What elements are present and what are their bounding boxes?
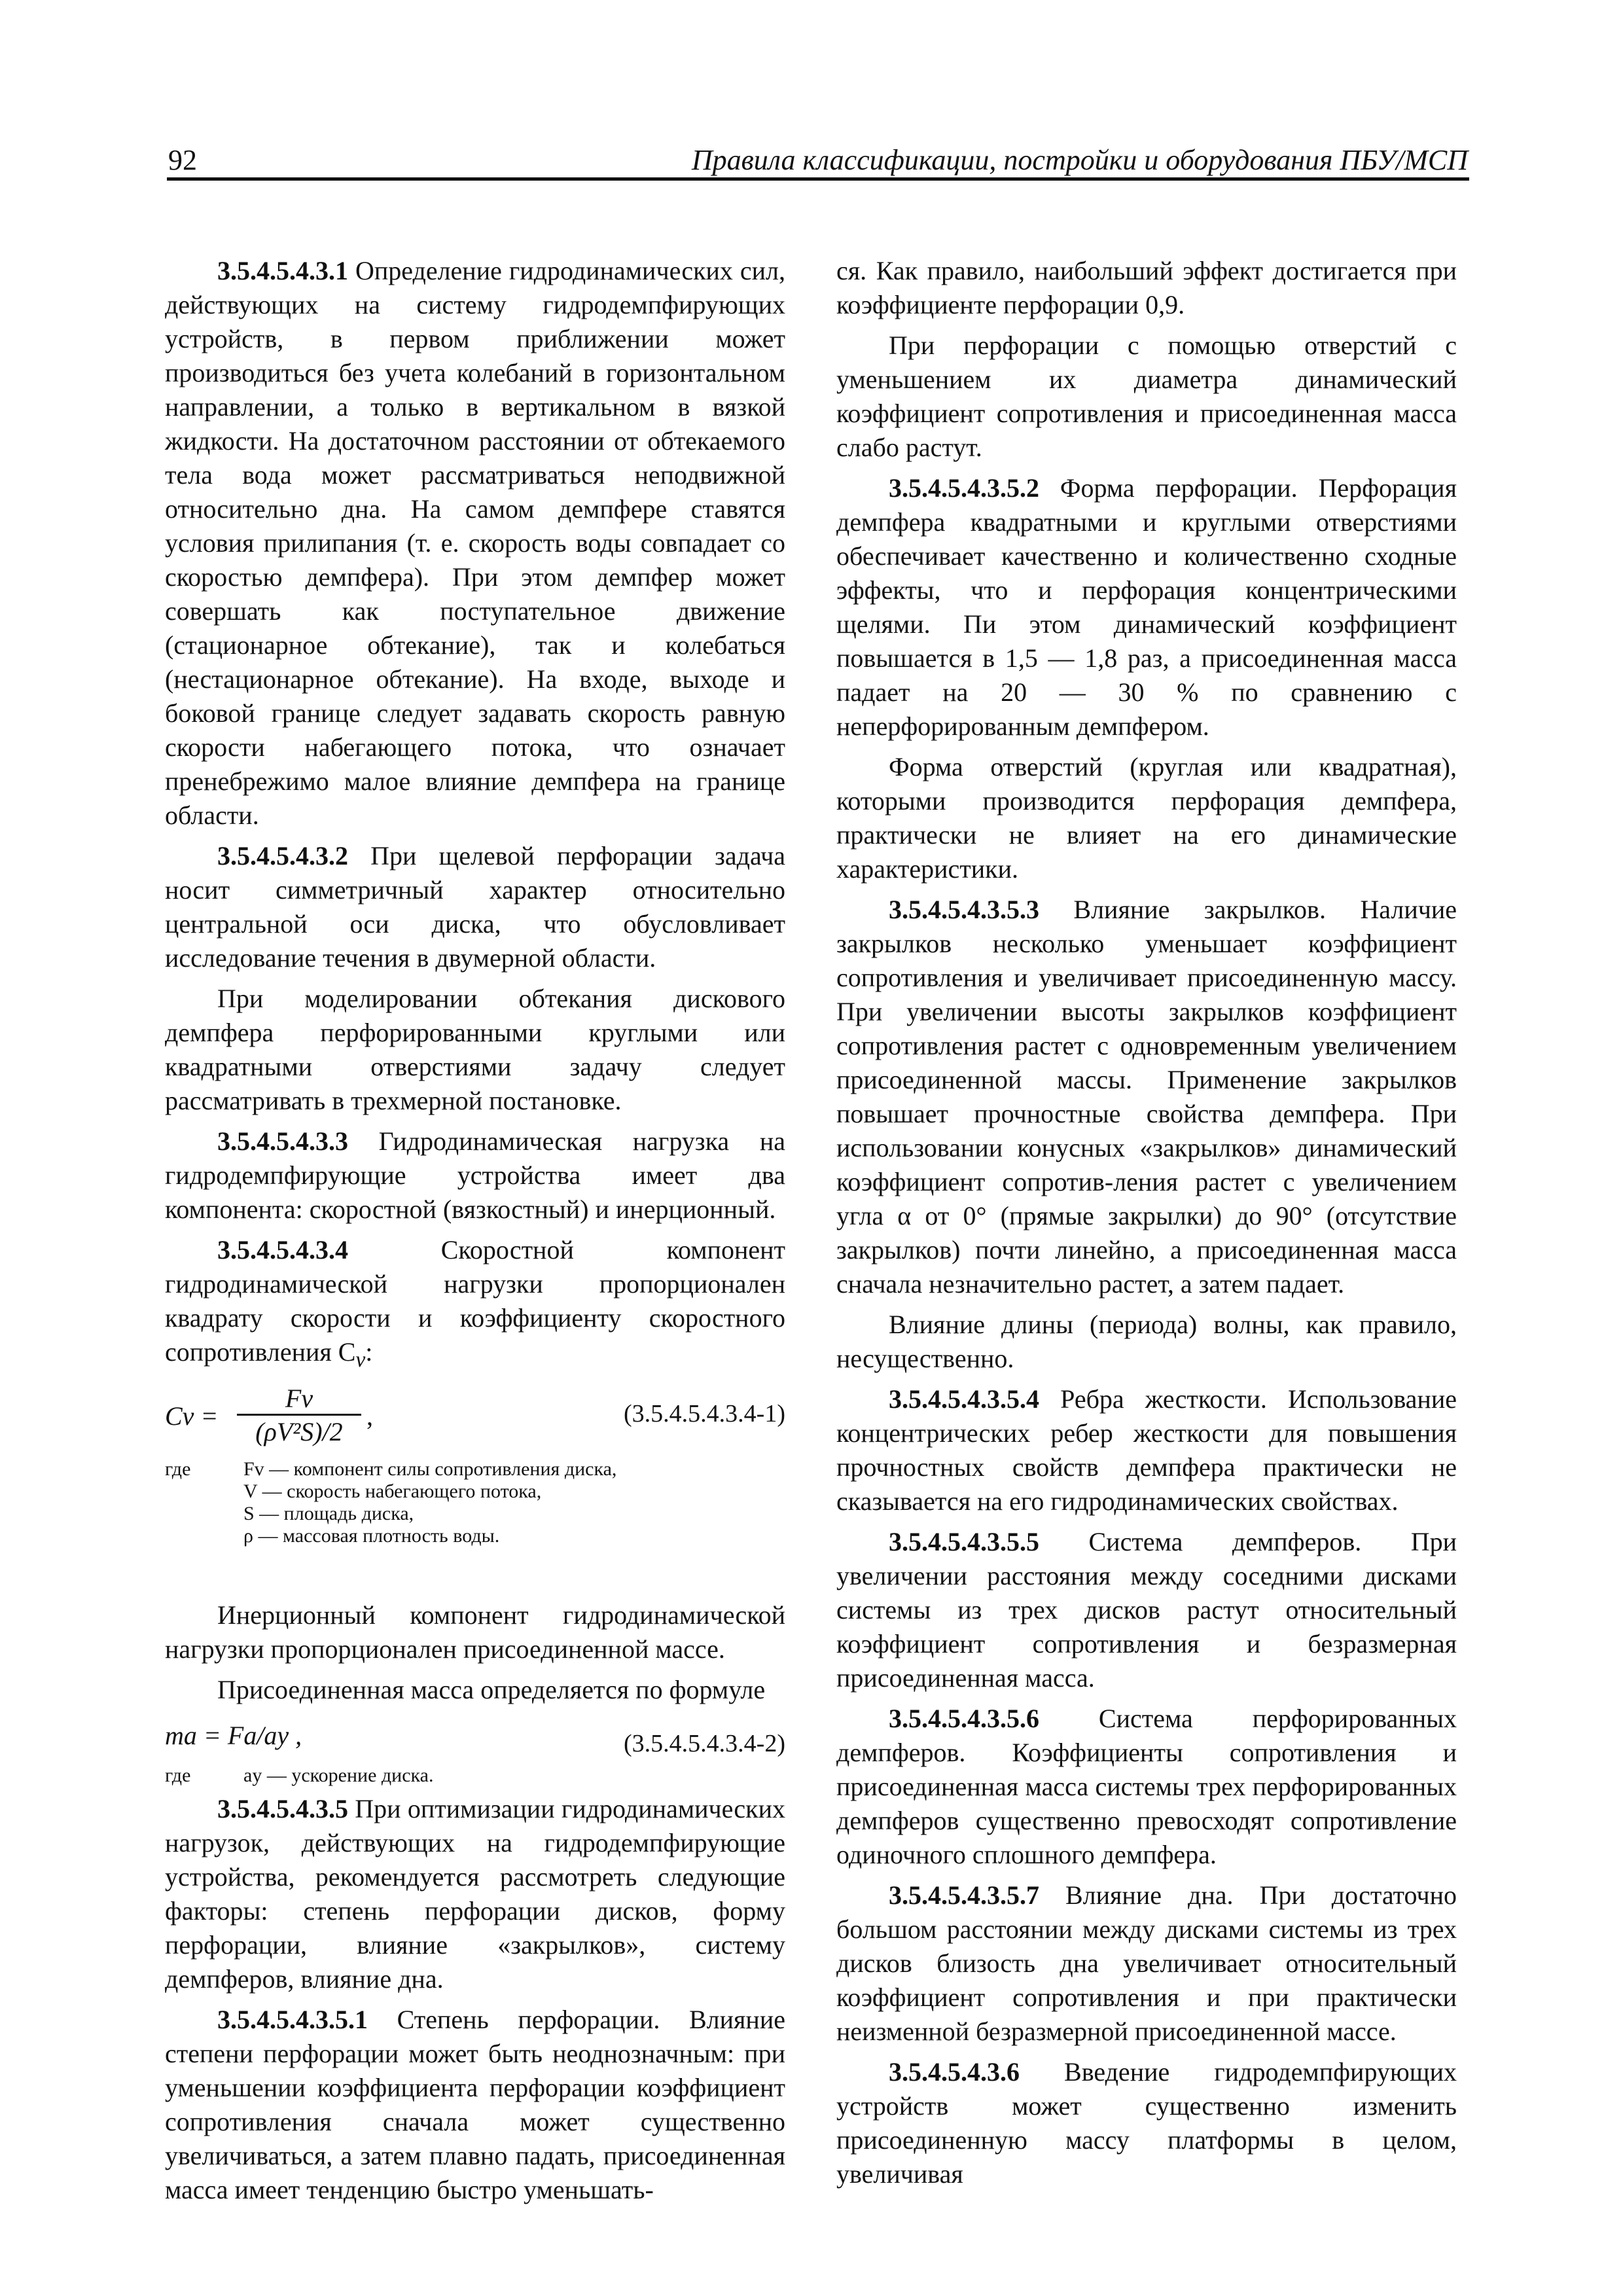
legend-item: ay — ускорение диска. [243,1765,434,1786]
paragraph [836,1702,1457,1872]
paragraph: Форма отверстий (круглая или квадратная), которыми производится перфорация демпфера, практически не влияет на его динамические характеристики. [836,752,1457,884]
page-number: 92 [168,144,197,176]
clause-number: 3.5.4.5.4.3.4 [217,1235,348,1265]
paragraph-text: Влияние дна. При достаточно большом расстоянии между дисками системы из трех дисков близость дна увеличивает относительный коэффициент сопротивления и при практически неизменной безразмерной присоединенной массе. [836,1880,1457,2046]
paragraph-text: Форма перфорации. Перфорация демпфера квадратными и круглыми отверстиями обеспечивает качественно и количественно сходные эффекты, что и перфорация концентрическими щелями. Пи этом динамический коэффициент повышается в 1,5 — 1,8 раз, а присоединенная масса падает на 20 — 30 % по сравнению с неперфорированным демпфером. [836,473,1457,741]
clause-number: 3.5.4.5.4.3.5 [217,1794,348,1823]
paragraph: ся. Как правило, наибольший эффект достигается при коэффициенте перфорации 0,9. [836,256,1457,319]
paragraph [836,1878,1457,2049]
formula-legend [165,1765,785,1787]
subscript: v [355,1348,366,1372]
paragraph [165,1792,785,1996]
paragraph [165,2003,785,2207]
paragraph-text: Влияние закрылков. Наличие закрылков несколько уменьшает коэффициент сопротивления и увеличивает присоединенную массу. При увеличении высоты закрылков коэффициент сопротивления растет с одновременным увеличением присоединенной массы. Применение закрылков повышает прочностные свойства демпфера. При использовании конусных «закрылков» динамический коэффициент сопротив-ления растет с увеличением угла α от 0° (прямые закрылки) до 90° (отсутствие закрылков) почти линейно, а присоединенная масса сначала незначительно растет, а затем падает. [836,895,1457,1299]
legend-label: где [165,1458,191,1480]
running-title: Правила классификации, постройки и оборудования ПБУ/МСП [691,144,1468,176]
clause-number: 3.5.4.5.4.3.5.2 [889,473,1039,503]
paragraph [836,2055,1457,2191]
clause-number: 3.5.4.5.4.3.5.7 [889,1880,1039,1910]
paragraph-text: Гидродинамическая нагрузка на гидродемпфирующие устройства имеет два компонента: скоростной (вязкостный) и инерционный. [165,1126,785,1224]
paragraph-text: Введение гидродемпфирующих устройств может существенно изменить присоединенную массу платформы в целом, увеличивая [836,2057,1457,2189]
paragraph [836,1382,1457,1518]
right-column [836,254,1457,2189]
formula-denominator: (ρV²S)/2 [255,1417,343,1446]
clause-number: 3.5.4.5.4.3.2 [217,841,348,870]
legend-item: Fv — компонент силы сопротивления диска, [243,1458,617,1480]
page-header [167,141,1469,181]
paragraph [836,471,1457,744]
paragraph [836,1525,1457,1695]
clause-number: 3.5.4.5.4.3.6 [889,2057,1020,2087]
formula-expression: ma = Fa/ay , [165,1721,302,1750]
clause-number: 3.5.4.5.4.3.1 [217,256,348,285]
paragraph-text: Ребра жесткости. Использование концентрических ребер жесткости для повышения прочностных свойств демпфера практически не сказывается на его гидродинамических свойствах. [836,1384,1457,1516]
formula-lhs: Cv = [165,1401,219,1431]
paragraph-text: Система перфорированных демпферов. Коэффициенты сопротивления и присоединенная масса системы трех перфорированных демпферов существенно превосходят сопротивление одиночного сплошного демпфера. [836,1704,1457,1869]
legend-item: ρ — массовая плотность воды. [243,1525,500,1547]
clause-number: 3.5.4.5.4.3.5.6 [889,1704,1039,1733]
paragraph [165,1233,785,1377]
paragraph-text: При щелевой перфорации задача носит симметричный характер относительно центральной оси диска, что обусловливает исследование течения в двумерной области. [165,841,785,973]
formula-legend [165,1458,785,1547]
clause-number: 3.5.4.5.4.3.3 [217,1126,348,1156]
formula-fraction [237,1384,361,1448]
paragraph-text: Степень перфорации. Влияние степени перфорации может быть неоднозначным: при уменьшении коэффициента перфорации коэффициент сопротивления сначала может существенно увеличиваться, а затем плавно падать, присоединенная масса имеет тенденцию быстро уменьшать- [165,2005,785,2204]
clause-number: 3.5.4.5.4.3.5.3 [889,895,1039,924]
paragraph: При перфорации с помощью отверстий с уменьшением их диаметра динамический коэффициент сопротивления и присоединенная масса слабо растут. [836,331,1457,462]
formula-comma: , [366,1401,373,1431]
legend-label: где [165,1765,191,1786]
paragraph: При моделировании обтекания дискового демпфера перфорированными круглыми или квадратными отверстиями задачу следует рассматривать в трехмерной постановке. [165,984,785,1115]
legend-item: S — площадь диска, [243,1503,414,1524]
formula-added-mass [165,1713,785,1761]
left-column [165,254,785,2204]
paragraph: Инерционный компонент гидродинамической нагрузки пропорционален присоединенной массе. [165,1600,785,1664]
paragraph: Влияние длины (периода) волны, как правило, несущественно. [836,1310,1457,1373]
clause-number: 3.5.4.5.4.3.5.5 [889,1527,1039,1556]
paragraph-text: Определение гидродинамических сил, действующих на систему гидродемпфирующих устройств, в первом приближении может производиться без учета колебаний в горизонтальном направлении, а только в вертикальном в вязкой жидкости. На достаточном расстоянии от обтекаемого тела вода может рассматриваться неподвижной относительно дна. На самом демпфере ставятся условия прилипания (т. е. скорость воды совпадает со скоростью демпфера). При этом демпфер может совершать как поступательное движение (стационарное обтекание), так и колебаться (нестационарное обтекание). На входе, выходе и боковой границе следует задавать скорость равную скорости набегающего потока, что означает пренебрежимо малое влияние демпфера на границе области. [165,256,785,830]
paragraph-text: Скоростной компонент гидродинамической нагрузки пропорционален квадрату скорости и коэффициенту скоростного сопротивления C [165,1235,785,1367]
formula-number: (3.5.4.5.4.3.4-2) [624,1730,785,1757]
paragraph-text: Система демпферов. При увеличении расстояния между соседними дисками системы из трех дисков растут относительный коэффициент сопротивления и безразмерная присоединенная масса. [836,1527,1457,1693]
formula-drag-coefficient [165,1384,785,1454]
paragraph-text: При оптимизации гидродинамических нагрузок, действующих на гидродемпфирующие устройства, рекомендуется рассмотреть следующие факторы: степень перфорации дисков, форму перфорации, влияние «закрылков», систему демпферов, влияние дна. [165,1794,785,1994]
paragraph [165,254,785,833]
clause-number: 3.5.4.5.4.3.5.4 [889,1384,1039,1414]
paragraph [836,893,1457,1301]
paragraph-tail: : [365,1337,373,1367]
formula-numerator: Fv [237,1384,361,1416]
paragraph [165,839,785,975]
clause-number: 3.5.4.5.4.3.5.1 [217,2005,368,2034]
legend-item: V — скорость набегающего потока, [243,1480,542,1502]
paragraph [165,1124,785,1227]
formula-number: (3.5.4.5.4.3.4-1) [624,1400,785,1427]
paragraph: Присоединенная масса определяется по формуле [217,1675,766,1704]
